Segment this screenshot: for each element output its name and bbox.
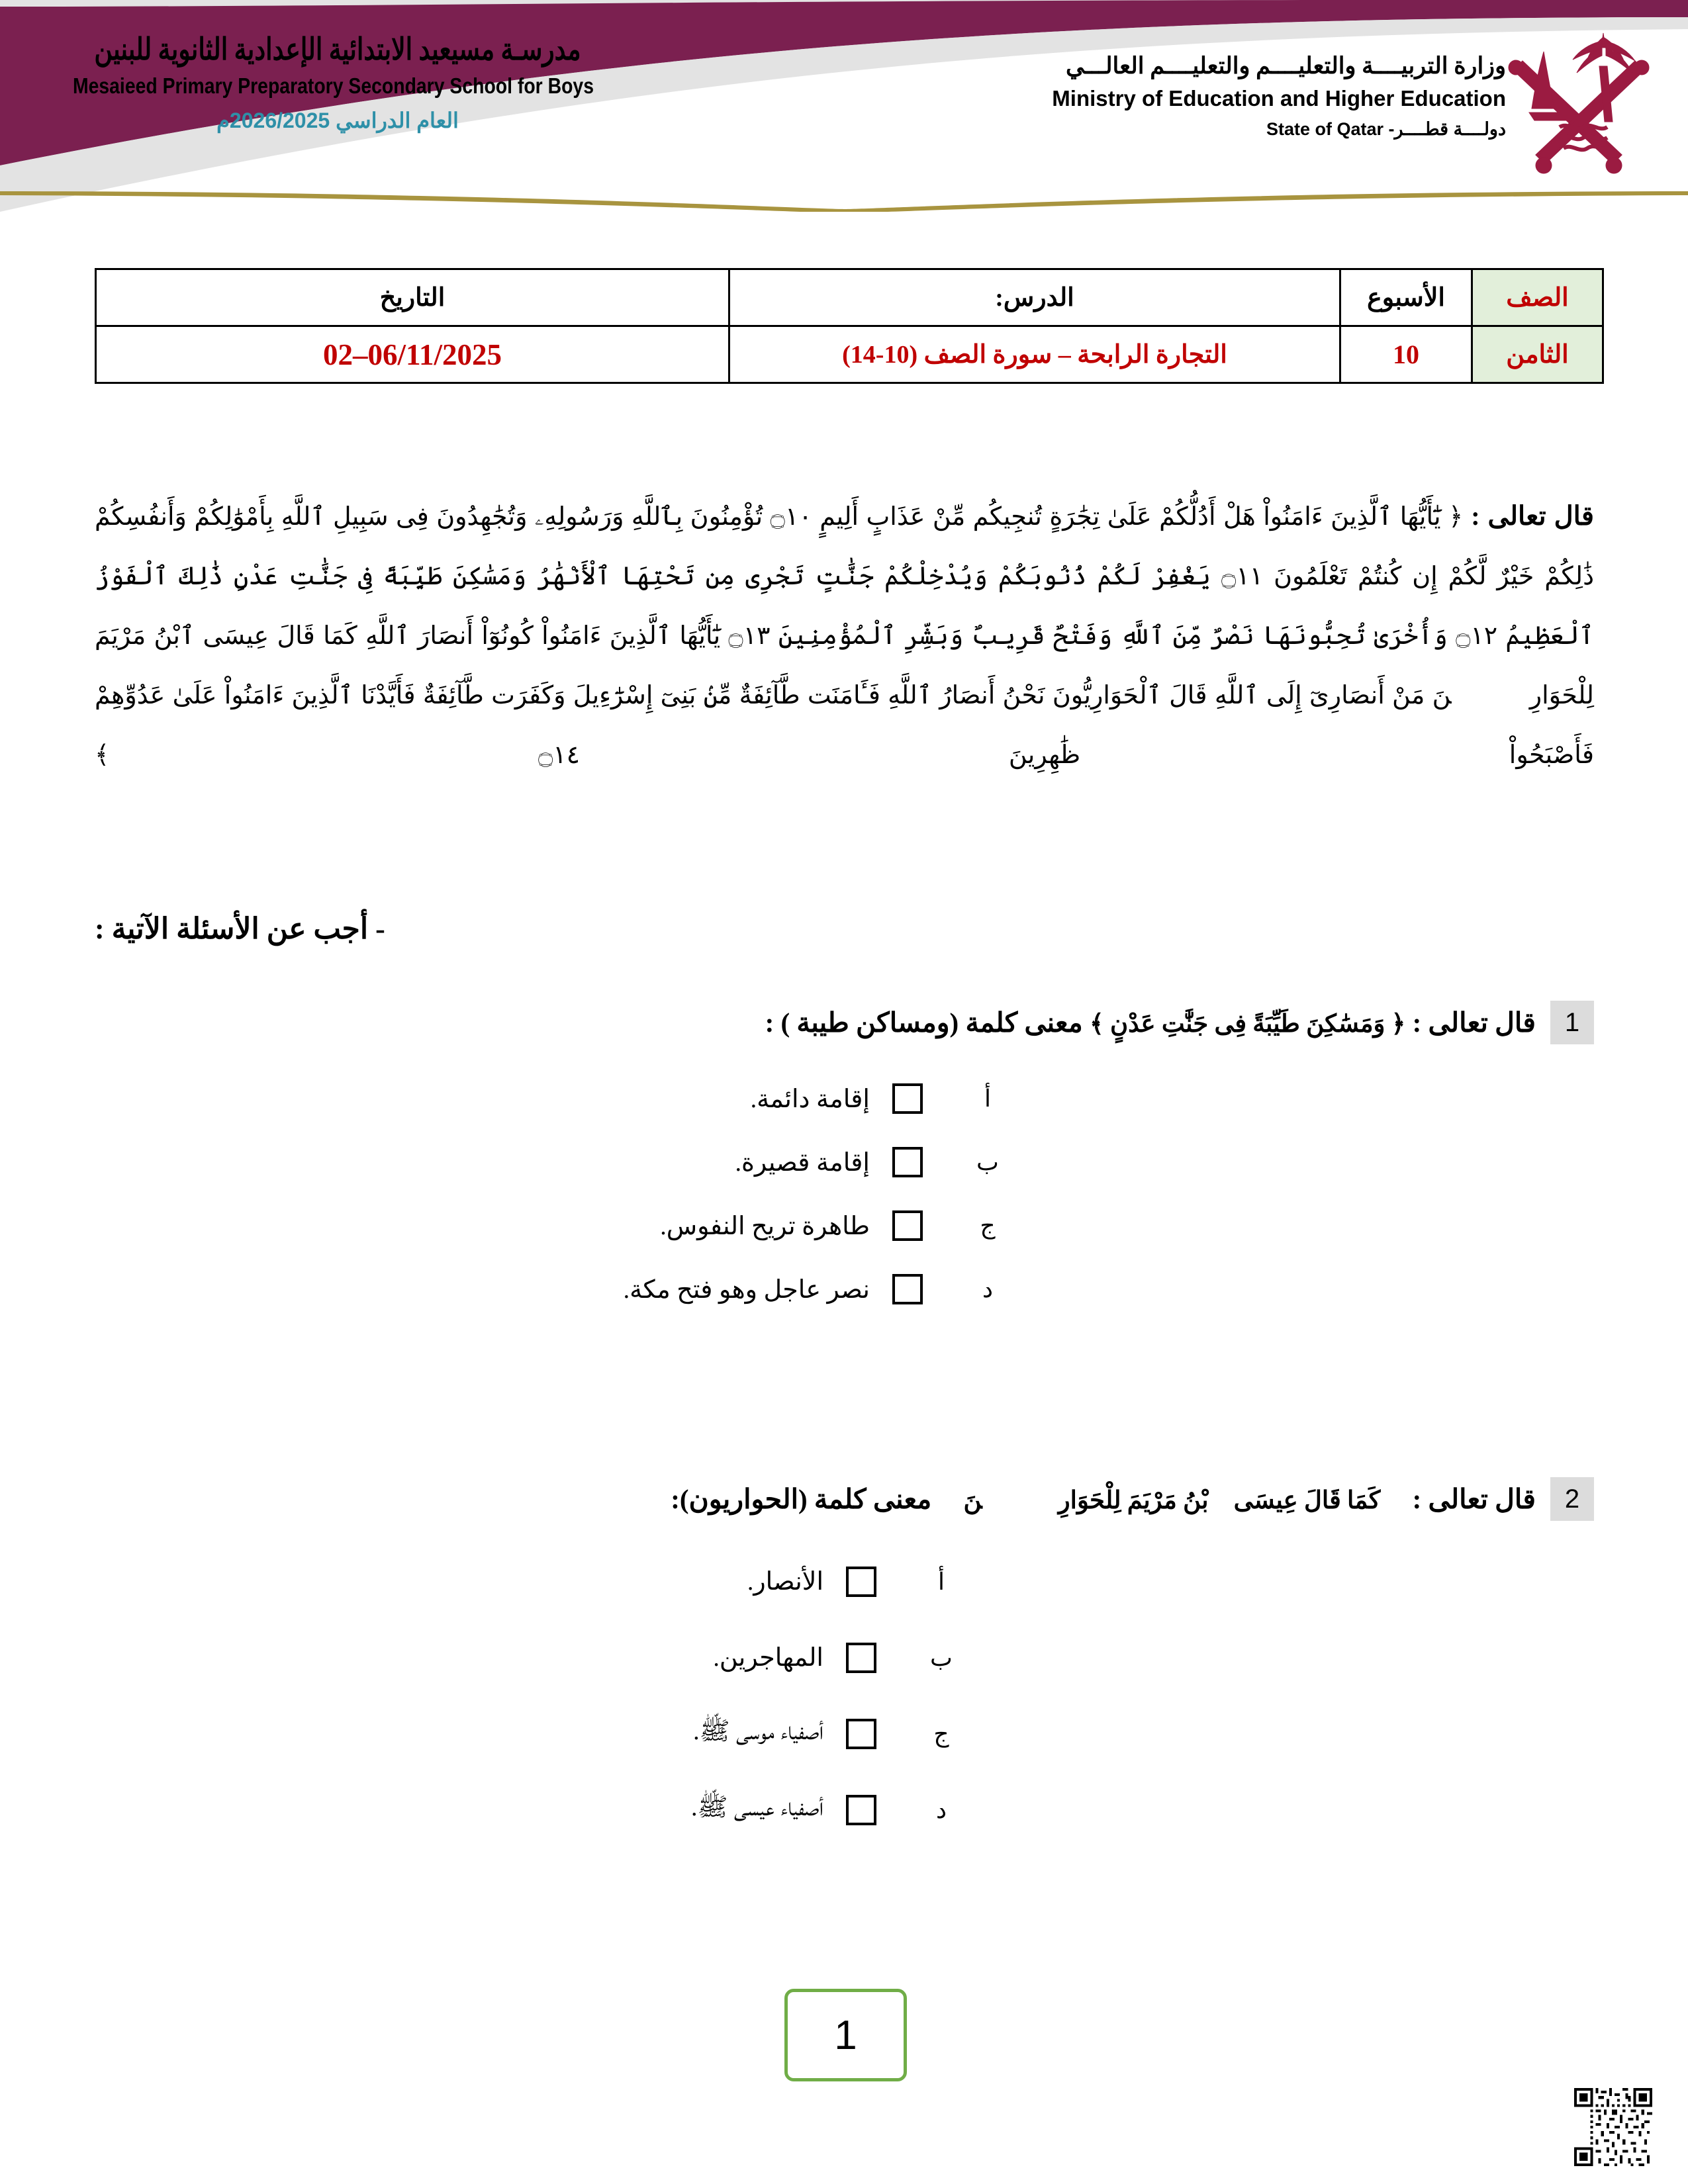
option-label: نصر عاجل وهو فتح مكة. [623, 1275, 870, 1304]
table-header-row [96, 269, 1603, 326]
question-1-tail: معنى كلمة (ومساكن طيبة ) : [765, 1007, 1090, 1038]
instruction-line: - أجب عن الأسئلة الآتية : [95, 913, 385, 945]
option-label: الأنصار. [747, 1568, 823, 1596]
school-identity [40, 33, 635, 133]
school-name-english: Mesaieed Primary Preparatory Secondary School for Boys [72, 73, 594, 98]
academic-year-label: العام الدراسي 2026/2025م [216, 108, 459, 132]
page-number-box [784, 1989, 907, 2081]
option-row[interactable] [95, 1130, 1594, 1194]
ministry-name-arabic: وزارة التربيــــة والتعليــــم والتعليــــم العالـــي [1065, 53, 1506, 79]
option-row[interactable] [95, 1696, 1594, 1772]
question-1-ayah: ﴿ وَمَسَٰكِنَ طَيِّبَةً فِى جَنَّٰتِ عَدْنٍ ﴾ [1090, 1011, 1406, 1038]
option-checkbox[interactable] [846, 1643, 876, 1673]
value-grade: الثامن [1472, 326, 1603, 383]
question-2-lead: قال تعالى : [1405, 1484, 1536, 1514]
passage-ayat-text: ﴿ يَٰٓأَيُّهَا ٱلَّذِينَ ءَامَنُواْ هَلْ أَدُلُّكُمْ عَلَىٰ تِجَٰرَةٍ تُنجِيكُم مِّنْ عَذَابٍ أَلِيمٍ ۝١٠ تُؤْمِنُونَ بِٱللَّهِ وَرَسُولِهِۦ وَتُجَٰهِدُونَ فِى سَبِيلِ ٱللَّهِ بِأَمْوَٰلِكُمْ وَأَنفُسِكُمْ ذَٰلِكُمْ خَيْرٌ لَّكُمْ إِن كُنتُمْ تَعْلَمُونَ ۝١١ يَغْفِرْ لَكُمْ ذُنُوبَكُمْ وَيُدْخِلْكُمْ جَنَّٰتٍ تَجْرِى مِن تَحْتِهَا ٱلْأَنْهَٰرُ وَمَسَٰكِنَ طَيِّبَةً فِى جَنَّٰتِ عَدْنٍ ذَٰلِكَ ٱلْفَوْزُ ٱلْعَظِيمُ ۝١٢ وَأُخْرَىٰ تُحِبُّونَهَا نَصْرٌ مِّنَ ٱللَّهِ وَفَتْحٌ قَرِيبٌ وَبَشِّرِ ٱلْمُؤْمِنِينَ ۝١٣ يَٰٓأَيُّهَا ٱلَّذِينَ ءَامَنُواْ كُونُوٓاْ أَنصَارَ ٱللَّهِ كَمَا قَالَ عِيسَى ٱبْنُ مَرْيَمَ لِلْحَوَارِيِّۧنَ مَنْ أَنصَارِىٓ إِلَى ٱللَّهِ قَالَ ٱلْحَوَارِيُّونَ نَحْنُ أَنصَارُ ٱللَّهِ فَـَٔامَنَت طَّآئِفَةٌ مِّنۢ بَنِىٓ إِسْرَٰٓءِيلَ وَكَفَرَت طَّآئِفَةٌ فَأَيَّدْنَا ٱلَّذِينَ ءَامَنُواْ عَلَىٰ عَدُوِّهِمْ فَأَصْبَحُواْ ظَٰهِرِينَ ۝١٤ ﴾ [95, 503, 1595, 769]
header-lesson: الدرس: [729, 269, 1340, 326]
option-row[interactable] [95, 1619, 1594, 1696]
option-label: أصفياء موسى ﷺ. [693, 1717, 823, 1745]
table-value-row [96, 326, 1603, 383]
option-label: أصفياء عيسى ﷺ. [690, 1794, 823, 1821]
header-gold-divider [0, 189, 1688, 212]
option-label: إقامة قصيرة. [735, 1148, 870, 1177]
page-number-label: 1 [834, 2012, 857, 2058]
question-2-number: 2 [1550, 1477, 1594, 1521]
qr-code-icon [1574, 2088, 1652, 2166]
question-2-ayah: ﴿ كَمَا قَالَ عِيسَى ٱبْنُ مَرْيَمَ لِلْحَوَارِيِّۧنَ ﴾ [938, 1487, 1406, 1514]
value-week: 10 [1340, 326, 1472, 383]
option-checkbox[interactable] [892, 1083, 923, 1114]
option-row[interactable] [95, 1257, 1594, 1321]
option-letter: ب [930, 1644, 953, 1671]
option-letter: أ [937, 1568, 945, 1595]
question-1-options [95, 1067, 1594, 1321]
option-row[interactable] [95, 1194, 1594, 1257]
question-1-lead: قال تعالى : [1405, 1007, 1536, 1038]
header-week: الأسبوع [1340, 269, 1472, 326]
qatar-state-emblem-icon [1503, 15, 1655, 180]
option-checkbox[interactable] [846, 1719, 876, 1749]
option-letter: أ [984, 1085, 991, 1112]
question-1-number: 1 [1550, 1001, 1594, 1044]
option-checkbox[interactable] [892, 1147, 923, 1177]
option-checkbox[interactable] [846, 1795, 876, 1825]
option-checkbox[interactable] [892, 1210, 923, 1241]
page-header [0, 0, 1688, 212]
option-letter: ج [980, 1212, 996, 1239]
question-2-tail: معنى كلمة (الحواريون): [671, 1484, 939, 1514]
option-letter: ب [976, 1149, 999, 1175]
school-name-arabic: مدرسـة مسيعيد الابتدائية الإعدادية الثانوية للبنين [94, 32, 581, 66]
option-checkbox[interactable] [846, 1567, 876, 1597]
question-1-prompt [95, 1001, 1536, 1041]
value-date: 02–06/11/2025 [96, 326, 729, 383]
option-row[interactable] [95, 1067, 1594, 1130]
question-1-header [95, 1001, 1594, 1044]
option-label: طاهرة تريح النفوس. [660, 1212, 870, 1240]
question-1 [95, 1001, 1594, 1321]
question-2 [95, 1477, 1594, 1848]
option-label: إقامة دائمة. [750, 1085, 870, 1113]
quran-passage [95, 486, 1594, 784]
lesson-info-table [95, 268, 1604, 384]
question-2-options [95, 1543, 1594, 1848]
state-of-qatar-label: دولــــة قطــــر- State of Qatar [1266, 119, 1506, 139]
option-row[interactable] [95, 1772, 1594, 1848]
option-checkbox[interactable] [892, 1274, 923, 1304]
option-letter: د [935, 1796, 947, 1823]
ministry-name-english: Ministry of Education and Higher Education [1052, 86, 1506, 111]
option-letter: د [982, 1276, 994, 1302]
question-2-prompt [95, 1477, 1536, 1518]
passage-lead-label: قال تعالى : [1463, 501, 1594, 531]
value-lesson: التجارة الرابحة – سورة الصف (10-14) [729, 326, 1340, 383]
option-row[interactable] [95, 1543, 1594, 1619]
ministry-identity [963, 53, 1506, 140]
header-grade: الصف [1472, 269, 1603, 326]
question-2-header [95, 1477, 1594, 1521]
header-date: التاريخ [96, 269, 729, 326]
option-letter: ج [933, 1720, 949, 1747]
option-label: المهاجرين. [713, 1644, 823, 1672]
